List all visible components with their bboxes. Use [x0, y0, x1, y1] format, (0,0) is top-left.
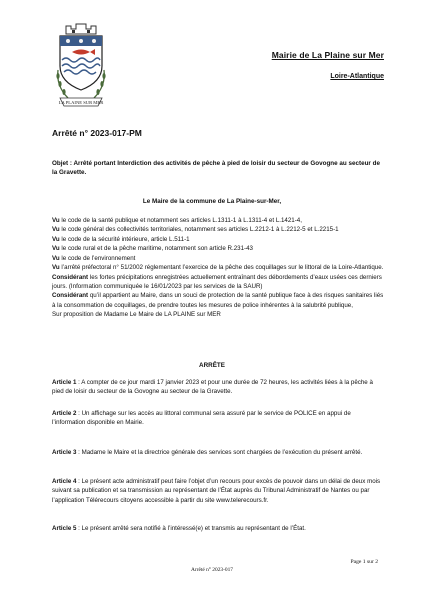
subject-line: Objet : Arrêté portant Interdiction des activités de pêche à pied de loisir du secteur de Govogne au secteur de la Gravette. [52, 160, 380, 177]
town-crest-logo [52, 20, 110, 112]
region-label: Loire-Atlantique [330, 73, 384, 80]
article-2: Article 2 : Un affichage sur les accès au littoral communal sera assuré par le service de POLICE en appui de l’information disponible en Mairie. [52, 410, 351, 427]
visa-line: Vu l’arrêté préfectoral n° 51/2002 réglementant l’exercice de la pêche des coquillages sur le littoral de la Loire-Atlantique. [52, 264, 384, 272]
footer-reference: Arrêté n° 2023-017 [191, 567, 233, 573]
visa-line: Vu le code de la sécurité intérieure, article L.511-1 [52, 235, 190, 243]
considerant-line: Considérant les fortes précipitations enregistrées actuellement entraînant des débordements d’eaux usées ces derniers jours. (Information communiquée le 16/01/2023 par les services de la SAUR) [52, 273, 382, 290]
article-4: Article 4 : Le présent acte administratif peut faire l’objet d’un recours pour excès de pouvoir dans un délai de deux mois suivant sa publication et sa transmission au représentant de l’État auprès du Tribunal Administratif de Nantes ou par l’application Télérecours citoyens accessible à partir du site www.telerecours.fr. [52, 478, 381, 504]
mayor-heading: Le Maire de la commune de La Plaine-sur-Mer, [142, 198, 282, 205]
page-number: Page 1 sur 2 [350, 559, 378, 565]
visa-line: Vu le code de la santé publique et notamment ses articles L.1311-1 à L.1311-4 et L.1421-4, [52, 217, 302, 224]
considerant-line: Considérant qu’il appartient au Maire, dans un souci de protection de la santé publique face à des risques sanitaires liés à la consommation de coquillages, de prendre toutes les mesures de police inhérentes à la salubrité publique, [52, 292, 384, 309]
arrete-heading: ARRÊTE [199, 362, 225, 369]
mayor-office-title: Mairie de La Plaine sur Mer [271, 50, 384, 60]
visa-line: Vu le code de l’environnement [52, 254, 136, 262]
visas-section [52, 216, 384, 320]
visa-line: Vu le code général des collectivités territoriales, notamment ses articles L.2212-1 à L.2212-5 et L.2215-1 [52, 226, 339, 234]
article-5: Article 5 : Le présent arrêté sera notifié à l’intéressé(e) et transmis au représentant de l’État. [52, 525, 306, 532]
svg-text:LA PLAINE SUR MER: LA PLAINE SUR MER [58, 100, 104, 105]
document-title: Arrêté n° 2023-017-PM [52, 128, 142, 138]
proposal-line: Sur proposition de Madame Le Maire de LA PLAINE sur MER [52, 311, 221, 319]
article-1: Article 1 : A compter de ce jour mardi 17 janvier 2023 et pour une durée de 72 heures, les activités liées à la pêche à pied de loisir du secteur de la Govogne au secteur de la Gravette. [52, 379, 373, 396]
article-3: Article 3 : Madame le Maire et la directrice générale des services sont chargées de l’exécution du présent arrêté. [52, 449, 363, 456]
visa-line: Vu le code rural et de la pêche maritime, notamment son article R.231-43 [52, 245, 253, 253]
